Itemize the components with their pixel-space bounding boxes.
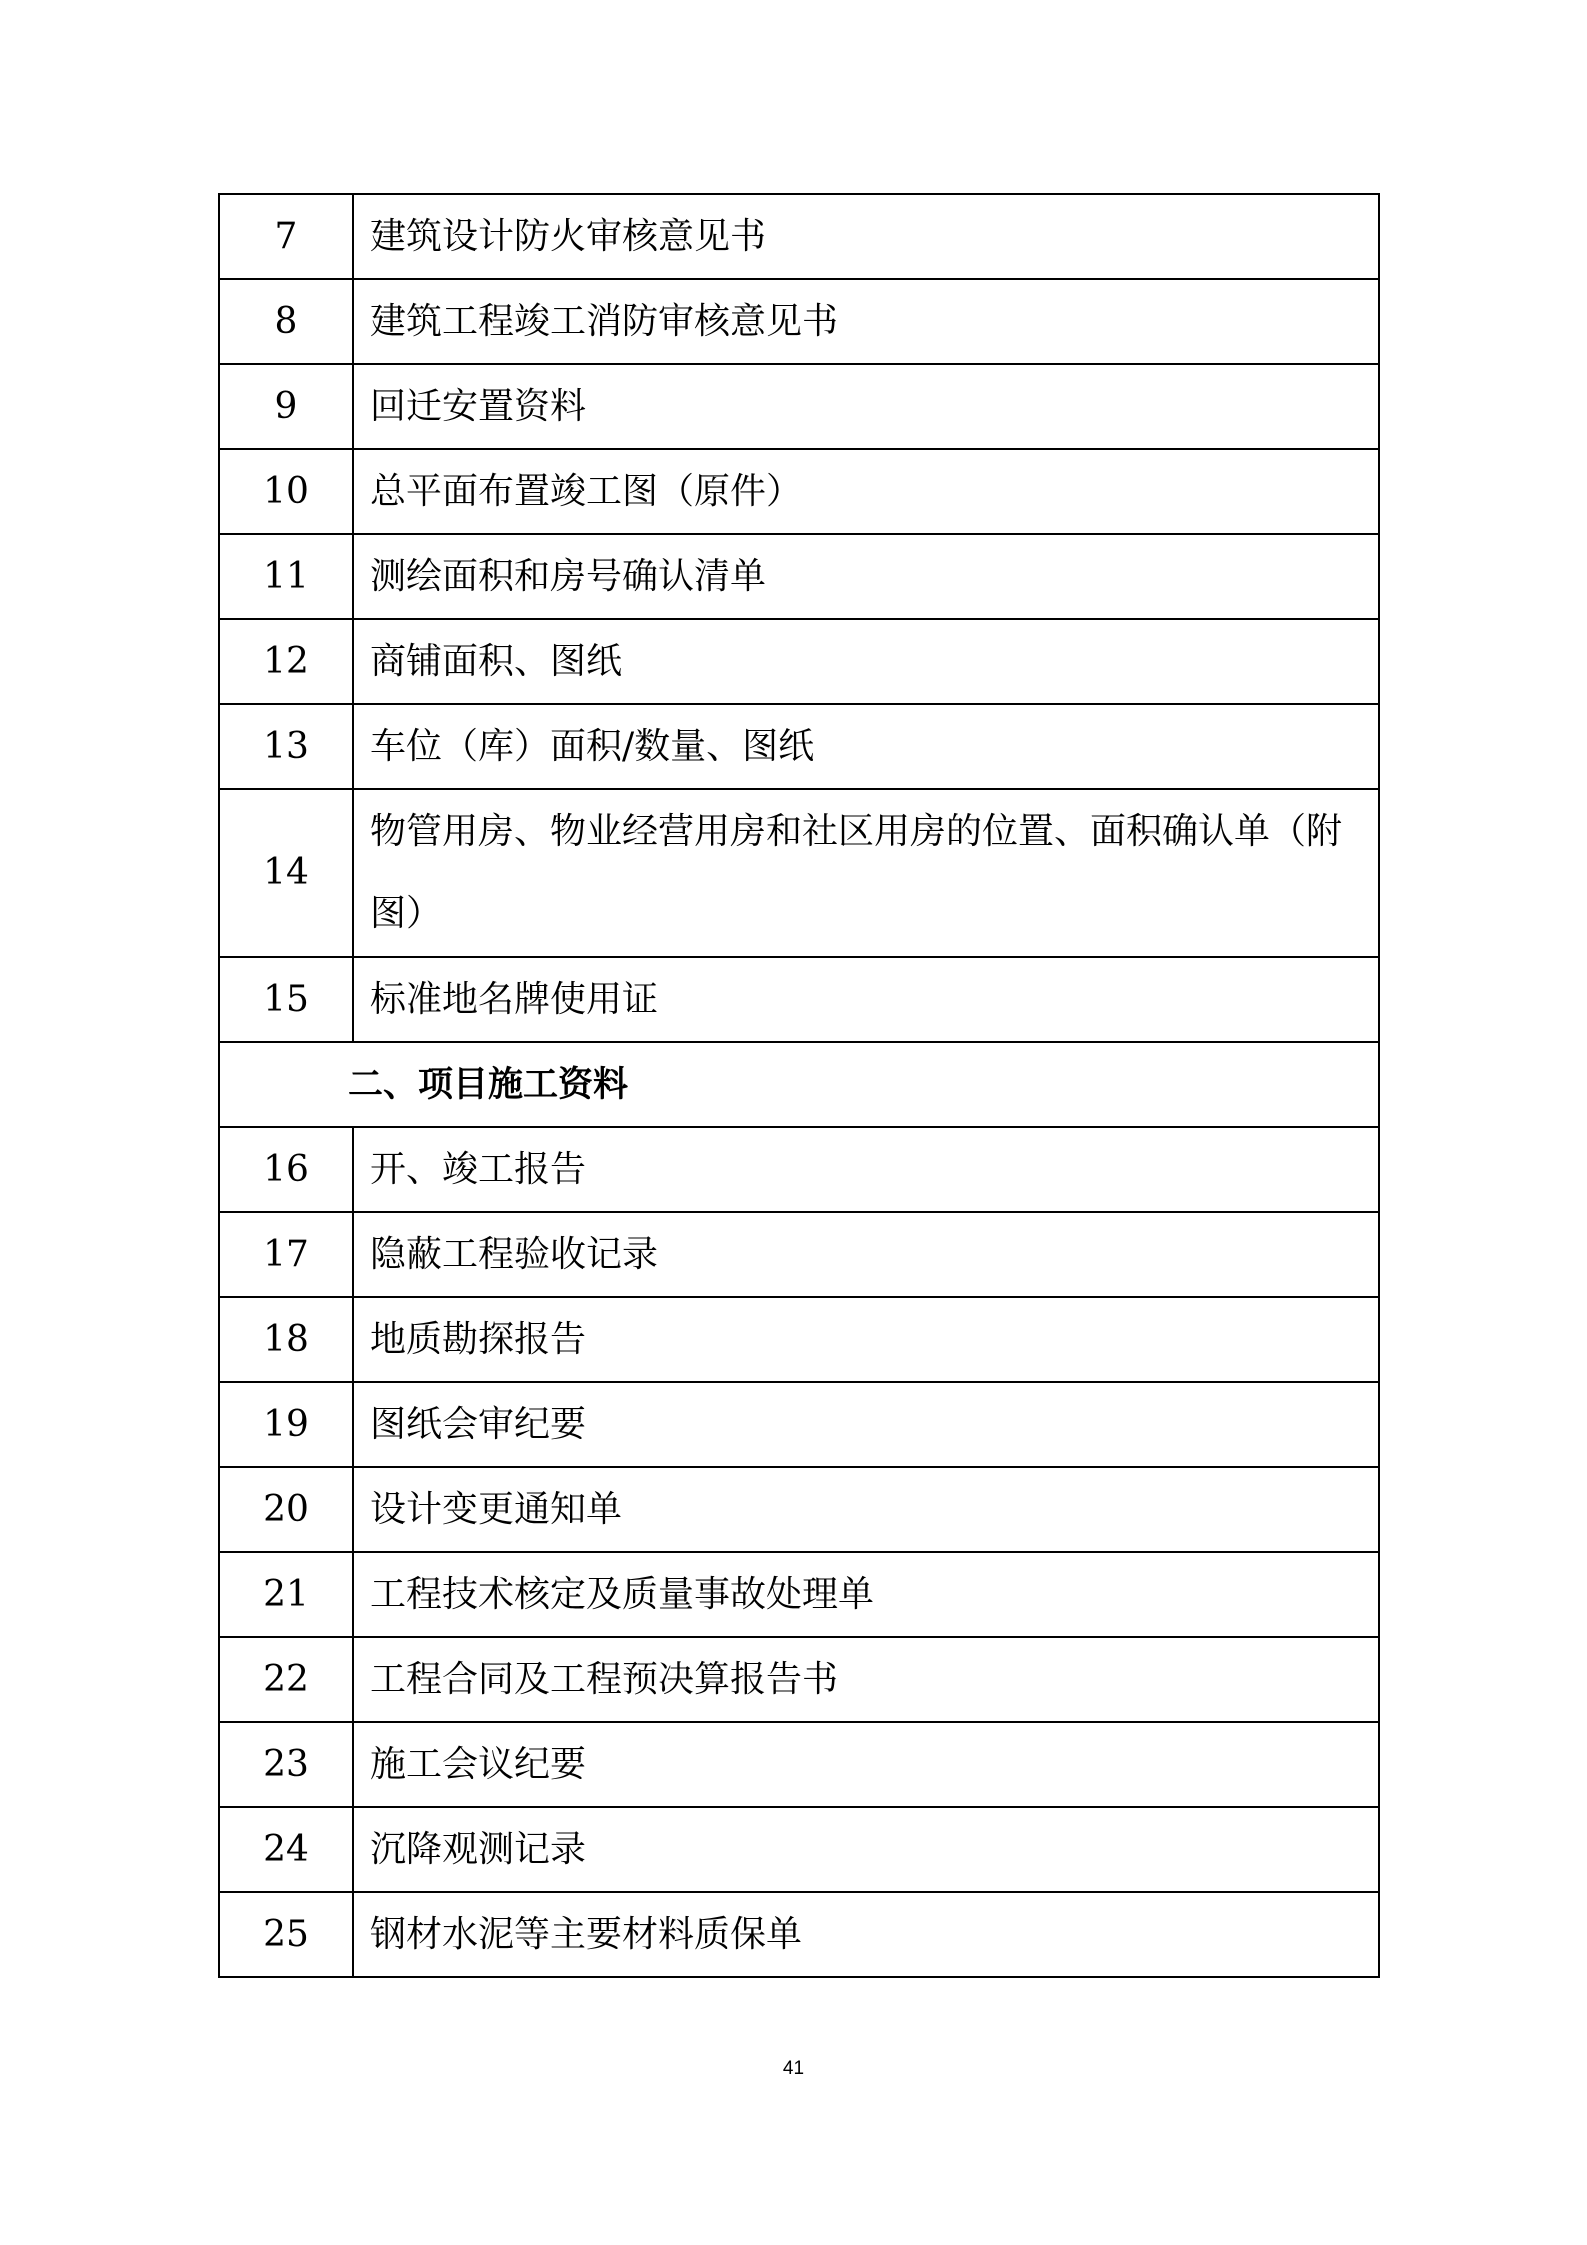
table-row (219, 1552, 1379, 1637)
row-text: 地质勘探报告 (353, 1297, 1379, 1382)
row-number: 14 (219, 789, 353, 957)
row-text: 钢材水泥等主要材料质保单 (353, 1892, 1379, 1977)
table-row (219, 534, 1379, 619)
table-row (219, 1637, 1379, 1722)
row-number: 7 (219, 194, 353, 279)
row-number: 8 (219, 279, 353, 364)
table-row (219, 194, 1379, 279)
row-text: 测绘面积和房号确认清单 (353, 534, 1379, 619)
row-text: 沉降观测记录 (353, 1807, 1379, 1892)
row-number: 13 (219, 704, 353, 789)
page-number: 41 (782, 2058, 805, 2079)
row-number: 18 (219, 1297, 353, 1382)
table-row (219, 1382, 1379, 1467)
table-row (219, 957, 1379, 1042)
row-text: 物管用房、物业经营用房和社区用房的位置、面积确认单（附图） (353, 789, 1379, 957)
row-text: 隐蔽工程验收记录 (353, 1212, 1379, 1297)
row-text: 标准地名牌使用证 (353, 957, 1379, 1042)
table-row (219, 1467, 1379, 1552)
row-number: 19 (219, 1382, 353, 1467)
table-row (219, 1212, 1379, 1297)
table-row (219, 619, 1379, 704)
row-number: 11 (219, 534, 353, 619)
row-number: 20 (219, 1467, 353, 1552)
document-list-table (218, 193, 1380, 1978)
table-row (219, 789, 1379, 957)
table-row (219, 1722, 1379, 1807)
section-heading-row (219, 1042, 1379, 1127)
row-number: 17 (219, 1212, 353, 1297)
table-row (219, 1807, 1379, 1892)
table-row (219, 1892, 1379, 1977)
row-text: 商铺面积、图纸 (353, 619, 1379, 704)
row-text: 工程技术核定及质量事故处理单 (353, 1552, 1379, 1637)
row-number: 21 (219, 1552, 353, 1637)
row-number: 24 (219, 1807, 353, 1892)
row-text: 总平面布置竣工图（原件） (353, 449, 1379, 534)
row-number: 12 (219, 619, 353, 704)
row-number: 15 (219, 957, 353, 1042)
row-text: 施工会议纪要 (353, 1722, 1379, 1807)
row-text: 开、竣工报告 (353, 1127, 1379, 1212)
row-number: 22 (219, 1637, 353, 1722)
table-row (219, 279, 1379, 364)
row-number: 10 (219, 449, 353, 534)
row-text: 回迁安置资料 (353, 364, 1379, 449)
row-text: 设计变更通知单 (353, 1467, 1379, 1552)
section-heading: 二、项目施工资料 (219, 1042, 1379, 1127)
table-row (219, 1297, 1379, 1382)
row-text: 建筑工程竣工消防审核意见书 (353, 279, 1379, 364)
row-text: 图纸会审纪要 (353, 1382, 1379, 1467)
row-text: 建筑设计防火审核意见书 (353, 194, 1379, 279)
table-row (219, 364, 1379, 449)
row-number: 25 (219, 1892, 353, 1977)
table-row (219, 704, 1379, 789)
row-number: 9 (219, 364, 353, 449)
table-row (219, 449, 1379, 534)
table-row (219, 1127, 1379, 1212)
row-number: 16 (219, 1127, 353, 1212)
row-number: 23 (219, 1722, 353, 1807)
row-text: 车位（库）面积/数量、图纸 (353, 704, 1379, 789)
row-text: 工程合同及工程预决算报告书 (353, 1637, 1379, 1722)
